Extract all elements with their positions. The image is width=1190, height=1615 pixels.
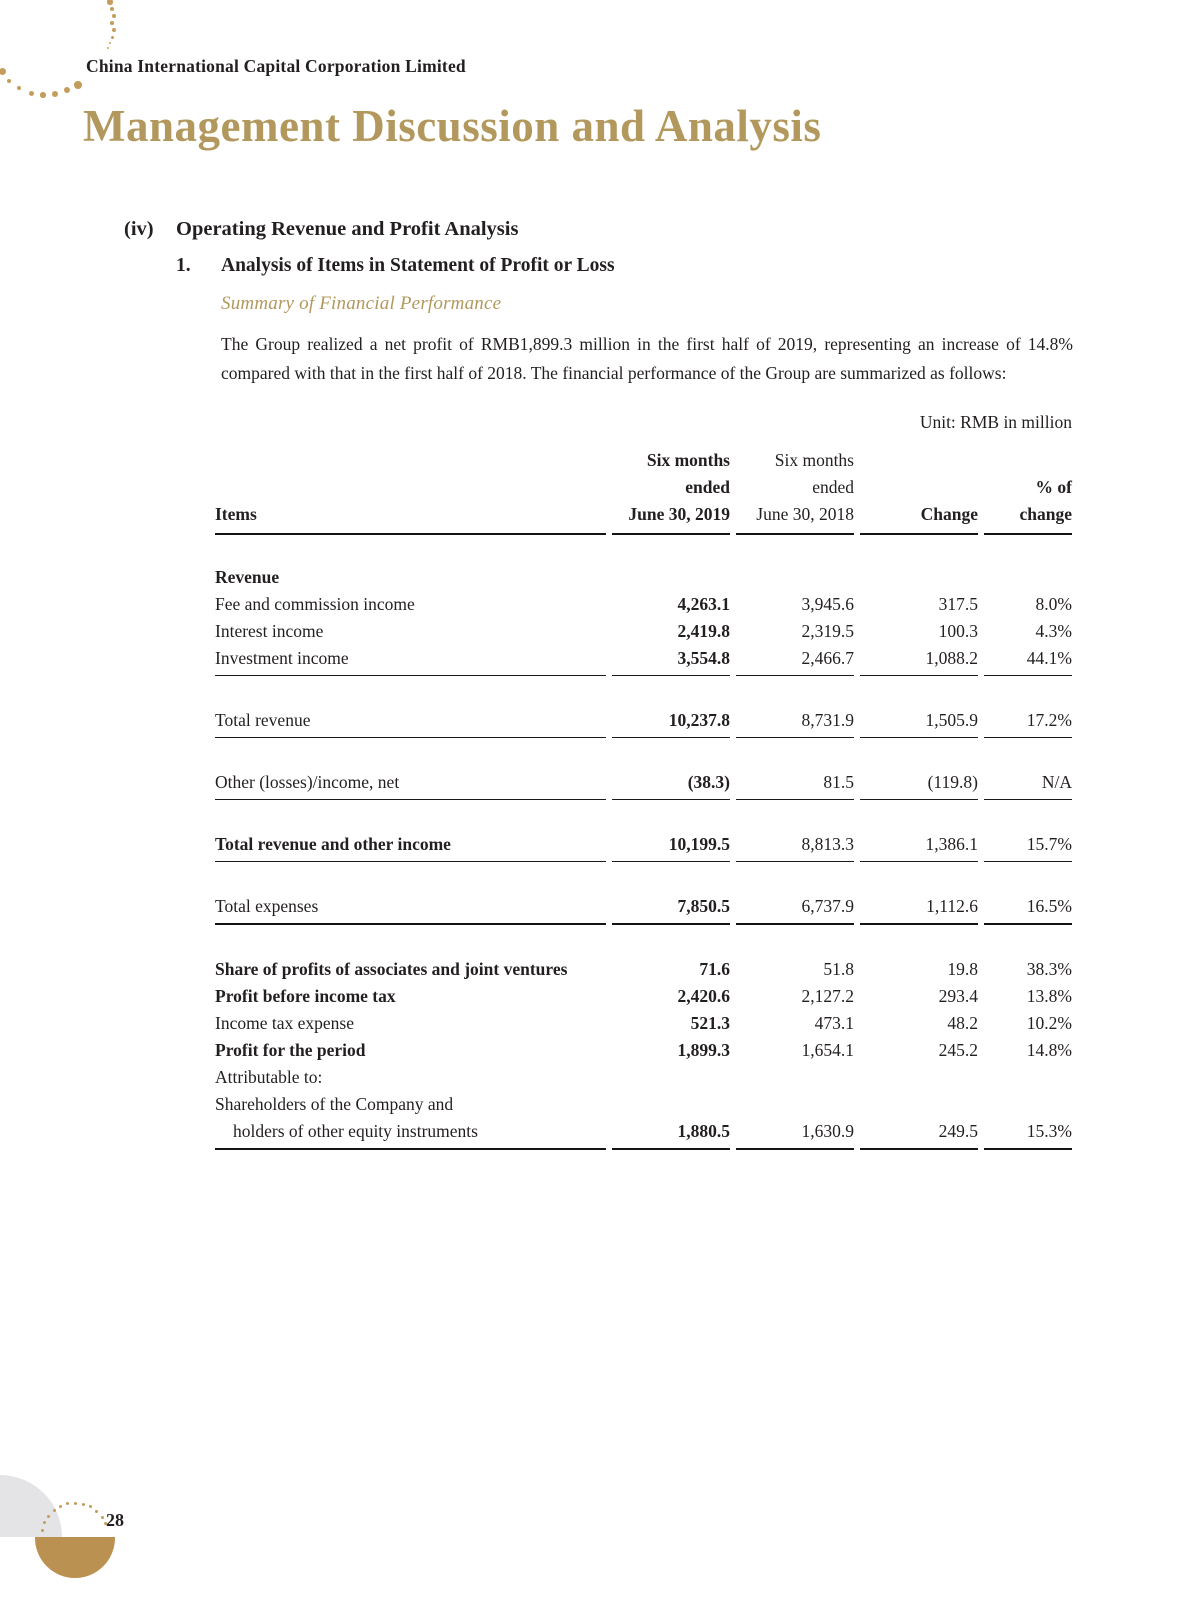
table-cell: 2,319.5: [801, 621, 854, 641]
table-cell: 100.3: [938, 621, 978, 641]
subsection-number: 1.: [176, 255, 191, 276]
table-cell: 81.5: [736, 769, 854, 800]
table-cell: 245.2: [938, 1040, 978, 1060]
gold-dot: [52, 91, 58, 97]
table-spacer: [215, 800, 1072, 831]
row-label: Share of profits of associates and joint ventures: [215, 959, 568, 979]
table-cell: 1,088.2: [860, 645, 978, 676]
table-cell: [612, 1064, 730, 1091]
row-label: Profit for the period: [215, 1040, 366, 1060]
row-label: Income tax expense: [215, 1013, 354, 1033]
table-cell: 1,630.9: [736, 1118, 854, 1150]
gold-dot: [64, 87, 71, 94]
table-cell: (38.3): [612, 769, 730, 800]
gold-dot: [66, 1502, 69, 1505]
table-cell: 16.5%: [984, 893, 1072, 925]
table-cell: [984, 564, 1072, 591]
table-row: [215, 893, 1072, 925]
summary-subheading: Summary of Financial Performance: [221, 293, 502, 314]
row-label: Total expenses: [215, 893, 606, 925]
table-cell: 38.3%: [1026, 959, 1072, 979]
table-spacer: [215, 676, 1072, 707]
section-heading-label: Operating Revenue and Profit Analysis: [176, 218, 519, 240]
table-cell: 15.7%: [984, 831, 1072, 862]
table-cell: 1,899.3: [677, 1040, 730, 1060]
row-label: Total revenue: [215, 707, 606, 738]
table-body: [215, 564, 1072, 1150]
row-label: Interest income: [215, 621, 324, 641]
table-cell: 1,386.1: [860, 831, 978, 862]
row-label: Shareholders of the Company and: [215, 1094, 454, 1114]
company-name: China International Capital Corporation Limited: [86, 56, 466, 76]
table-cell: 14.8%: [1026, 1040, 1072, 1060]
gold-dot: [110, 7, 115, 12]
table-cell: [984, 1064, 1072, 1091]
table-cell: [860, 564, 978, 591]
table-cell: [984, 1091, 1072, 1118]
header-pct-change: % of change: [984, 447, 1072, 535]
row-label: Total revenue and other income: [215, 831, 606, 862]
main-content: [0, 218, 1190, 1150]
table-row: [215, 1118, 1072, 1150]
table-cell: 1,654.1: [801, 1040, 854, 1060]
table-cell: (119.8): [860, 769, 978, 800]
table-row: [215, 591, 1072, 618]
table-cell: 13.8%: [1026, 986, 1072, 1006]
gold-dot: [7, 79, 11, 83]
table-cell: [860, 1064, 978, 1091]
page-title: Management Discussion and Analysis: [83, 101, 822, 151]
gold-dot: [0, 68, 6, 75]
row-label: Attributable to:: [215, 1067, 323, 1087]
table-cell: 17.2%: [984, 707, 1072, 738]
table-row: [215, 956, 1072, 983]
table-cell: 2,466.7: [736, 645, 854, 676]
table-cell: [612, 1091, 730, 1118]
table-cell: 8,731.9: [736, 707, 854, 738]
table-row: [215, 564, 1072, 591]
gold-dot: [107, 0, 113, 5]
table-cell: 4.3%: [1035, 621, 1072, 641]
gray-quarter-circle-decoration: [0, 1475, 62, 1537]
table-row: [215, 1037, 1072, 1064]
header-items: Items: [215, 447, 606, 535]
gold-dot: [101, 1516, 104, 1519]
table-row: [215, 1064, 1072, 1091]
table-cell: 249.5: [860, 1118, 978, 1150]
row-label: Investment income: [215, 645, 606, 676]
table-cell: N/A: [984, 769, 1072, 800]
gold-dot: [89, 1505, 92, 1508]
table-cell: 48.2: [947, 1013, 978, 1033]
gold-dot: [29, 91, 34, 96]
gold-dot: [112, 28, 117, 33]
gold-dot: [40, 92, 46, 98]
table-spacer: [215, 862, 1072, 893]
gold-dot: [110, 21, 114, 25]
table-cell: [736, 564, 854, 591]
intro-paragraph: The Group realized a net profit of RMB1,899.3 million in the first half of 2019, representing an increase of 14.8% compared with that in the first half of 2018. The financial performance of the Group are summarized as follows:: [221, 334, 1073, 383]
table-row: [215, 707, 1072, 738]
table-spacer: [215, 925, 1072, 956]
gold-dot: [107, 47, 109, 49]
table-cell: 1,505.9: [860, 707, 978, 738]
page-number: 28: [106, 1510, 124, 1530]
table-cell: 4,263.1: [677, 594, 730, 614]
gold-dot: [111, 36, 114, 39]
gold-dot: [53, 1509, 56, 1512]
table-cell: 10,199.5: [612, 831, 730, 862]
header-2018: Six months ended June 30, 2018: [736, 447, 854, 535]
table-row: [215, 1091, 1072, 1118]
subsection-heading-label: Analysis of Items in Statement of Profit or Loss: [221, 255, 615, 276]
table-row: [215, 618, 1072, 645]
table-cell: 10,237.8: [612, 707, 730, 738]
header-2019: Six months ended June 30, 2019: [612, 447, 730, 535]
table-cell: [736, 1091, 854, 1118]
section-heading: [0, 218, 1190, 241]
table-row: [215, 1010, 1072, 1037]
table-row: [215, 831, 1072, 862]
row-label: Other (losses)/income, net: [215, 769, 606, 800]
row-label: holders of other equity instruments: [215, 1118, 606, 1150]
table-cell: 1,880.5: [612, 1118, 730, 1150]
gold-dot: [109, 42, 112, 45]
table-cell: 2,127.2: [801, 986, 854, 1006]
gold-dot: [112, 14, 117, 19]
table-cell: 8.0%: [1035, 594, 1072, 614]
table-cell: 6,737.9: [736, 893, 854, 925]
gold-dot: [95, 1510, 98, 1513]
row-label: Fee and commission income: [215, 594, 415, 614]
table-cell: 51.8: [823, 959, 854, 979]
table-cell: 15.3%: [984, 1118, 1072, 1150]
row-label: Profit before income tax: [215, 986, 396, 1006]
table-row: [215, 983, 1072, 1010]
gold-dot: [59, 1505, 62, 1508]
row-label: Revenue: [215, 567, 280, 587]
table-cell: 10.2%: [1026, 1013, 1072, 1033]
gold-dot: [74, 1502, 77, 1505]
subsection-heading: [0, 255, 1190, 277]
gold-dot: [74, 81, 82, 89]
table-cell: 19.8: [947, 959, 978, 979]
table-cell: 293.4: [938, 986, 978, 1006]
gold-dot: [41, 1529, 44, 1532]
financial-performance-table: [215, 447, 1072, 1150]
gold-dot: [47, 1515, 50, 1518]
table-cell: [736, 1064, 854, 1091]
table-cell: 3,945.6: [801, 594, 854, 614]
table-cell: 1,112.6: [860, 893, 978, 925]
gold-dot: [82, 1503, 85, 1506]
unit-note: Unit: RMB in million: [919, 412, 1072, 432]
table-row: [215, 769, 1072, 800]
table-cell: [860, 1091, 978, 1118]
section-number: (iv): [124, 218, 154, 240]
table-cell: 473.1: [814, 1013, 854, 1033]
table-cell: 3,554.8: [612, 645, 730, 676]
table-cell: 8,813.3: [736, 831, 854, 862]
table-cell: 44.1%: [984, 645, 1072, 676]
header-change: Change: [860, 447, 978, 535]
table-row: [215, 645, 1072, 676]
table-cell: 7,850.5: [612, 893, 730, 925]
table-spacer: [215, 738, 1072, 769]
table-cell: [612, 564, 730, 591]
table-cell: 2,420.6: [677, 986, 730, 1006]
table-cell: 71.6: [699, 959, 730, 979]
gold-dot: [17, 86, 22, 91]
gold-semicircle-decoration: [35, 1537, 115, 1578]
table-cell: 2,419.8: [677, 621, 730, 641]
table-header-row: [215, 447, 1072, 535]
table-cell: 317.5: [938, 594, 978, 614]
table-cell: 521.3: [690, 1013, 730, 1033]
